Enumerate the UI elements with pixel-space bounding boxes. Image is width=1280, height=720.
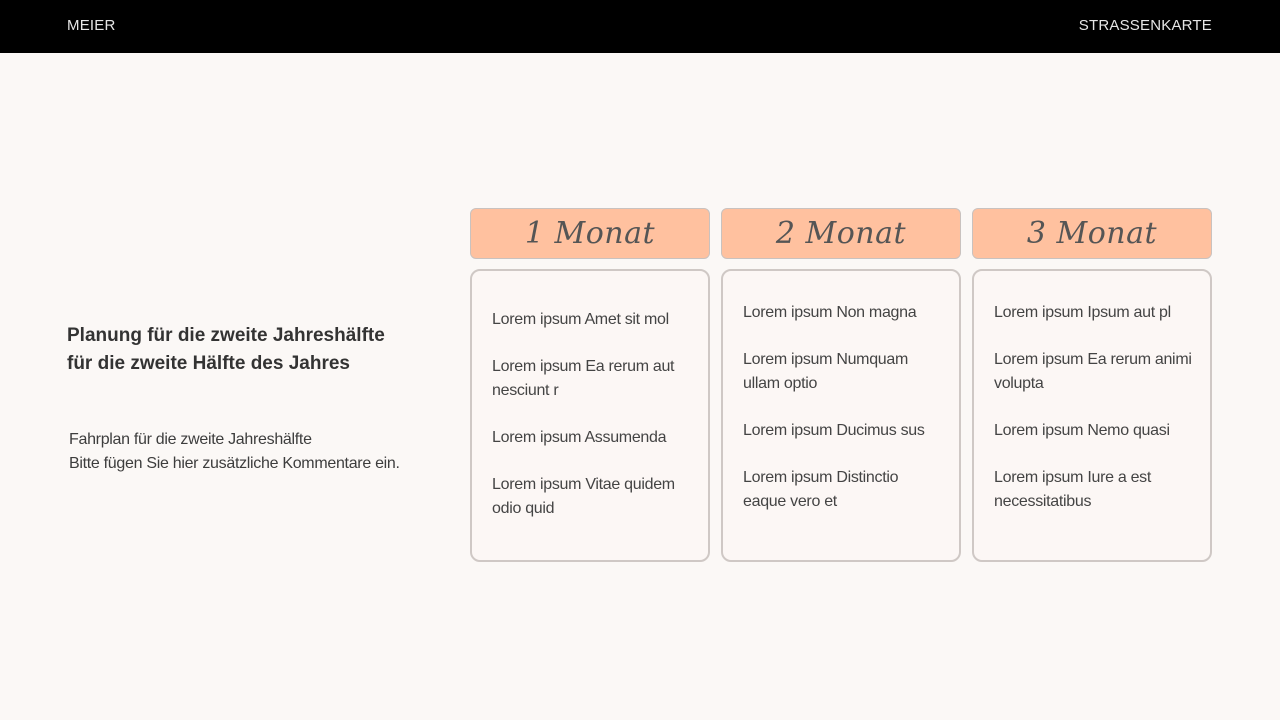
list-item: Lorem ipsum Iure a est necessitatibus [994, 469, 1152, 510]
month-column-1 [470, 208, 710, 562]
page-title-line-2: für die zweite Hälfte des Jahres [67, 353, 350, 374]
list-item: Lorem ipsum Nemo quasi [994, 422, 1170, 439]
list-item: Lorem ipsum Amet sit mol [492, 311, 669, 328]
brand-name: MEIER [67, 17, 116, 34]
roadmap-columns [470, 208, 1212, 563]
list-item: Lorem ipsum Ea rerum aut nesciunt r [492, 358, 675, 399]
list-item: Lorem ipsum Distinctio eaque vero et [743, 469, 899, 510]
list-item: Lorem ipsum Ducimus sus [743, 422, 925, 439]
list-item: Lorem ipsum Numquam ullam optio [743, 351, 909, 392]
description-line-2: Bitte fügen Sie hier zusätzliche Kommentare ein. [69, 455, 400, 472]
list-item: Lorem ipsum Non magna [743, 304, 917, 321]
list-item: Lorem ipsum Ea rerum animi volupta [994, 351, 1192, 392]
month-card-2 [721, 269, 961, 562]
month-header-2: 2 Monat [721, 208, 961, 259]
description [69, 428, 400, 476]
intro-block [67, 322, 447, 378]
month-header-3: 3 Monat [972, 208, 1212, 259]
month-column-3 [972, 208, 1212, 562]
month-column-2 [721, 208, 961, 562]
month-header-1: 1 Monat [470, 208, 710, 259]
list-item: Lorem ipsum Vitae quidem odio quid [492, 476, 675, 517]
page-title [67, 322, 447, 378]
list-item: Lorem ipsum Ipsum aut pl [994, 304, 1171, 321]
month-card-1 [470, 269, 710, 562]
section-label: STRASSENKARTE [1078, 17, 1212, 34]
top-bar [0, 0, 1280, 53]
list-item: Lorem ipsum Assumenda [492, 429, 667, 446]
description-line-1: Fahrplan für die zweite Jahreshälfte [69, 431, 312, 448]
month-card-3 [972, 269, 1212, 562]
page-title-line-1: Planung für die zweite Jahreshälfte [67, 325, 385, 346]
